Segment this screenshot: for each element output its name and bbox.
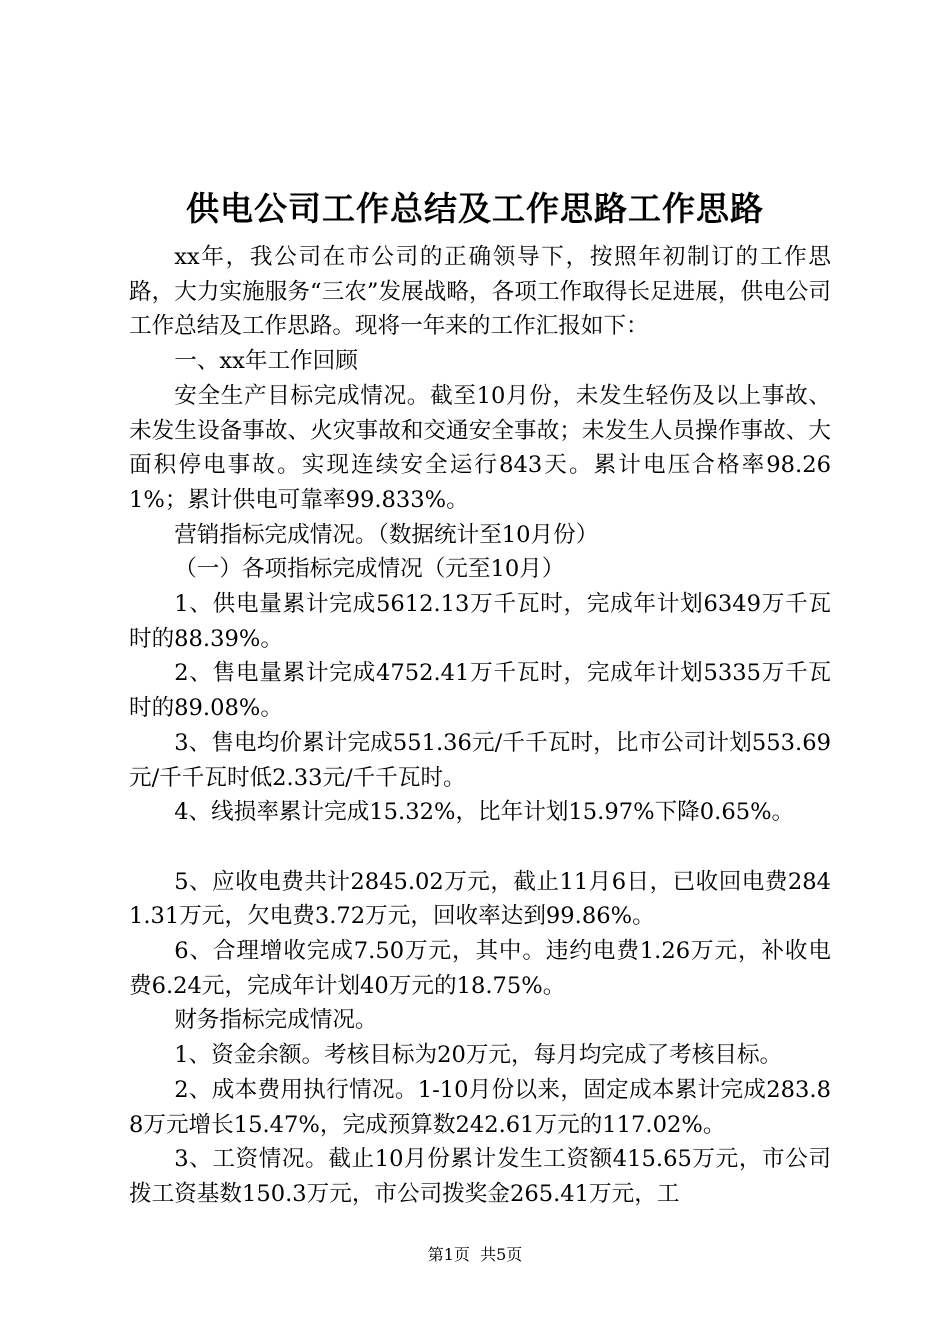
document-title: 供电公司工作总结及工作思路工作思路	[186, 189, 764, 228]
list-item: 2、成本费用执行情况。1-10月份以来，固定成本累计完成283.88万元增长15.47%，完成预算数242.61万元的117.02%。	[129, 1076, 831, 1138]
intro-paragraph: xx年，我公司在市公司的正确领导下，按照年初制订的工作思路，大力实施服务“三农”发展战略，各项工作取得长足进展，供电公司工作总结及工作思路。现将一年来的工作汇报如下：	[129, 244, 831, 340]
safety-paragraph: 安全生产目标完成情况。截至10月份，未发生轻伤及以上事故、未发生设备事故、火灾事故和交通安全事故；未发生人员操作事故、大面积停电事故。实现连续安全运行843天。累计电压合格率98.261%；累计供电可靠率99.833%。	[129, 382, 831, 513]
list-item: 1、资金余额。考核目标为20万元，每月均完成了考核目标。	[174, 1042, 783, 1069]
section-heading-review: 一、xx年工作回顾	[174, 348, 358, 375]
page-number: 第1页 共5页	[427, 1245, 523, 1264]
list-item: 2、售电量累计完成4752.41万千瓦时，完成年计划5335万千瓦时的89.08%。	[129, 660, 831, 722]
blank-line	[129, 830, 831, 865]
finance-heading: 财务指标完成情况。	[174, 1007, 378, 1034]
list-item: 5、应收电费共计2845.02万元，截止11月6日，已收回电费2841.31万元，欠电费3.72万元，回收率达到99.86%。	[129, 868, 831, 930]
indicators-subheading: （一）各项指标完成情况（元至10月）	[174, 556, 565, 583]
page-footer	[0, 1244, 950, 1266]
list-item: 4、线损率累计完成15.32%，比年计划15.97%下降0.65%。	[174, 799, 795, 826]
document-body	[129, 240, 831, 1212]
marketing-heading: 营销指标完成情况。（数据统计至10月份）	[174, 521, 599, 548]
list-item: 1、供电量累计完成5612.13万千瓦时，完成年计划6349万千瓦时的88.39%。	[129, 591, 831, 652]
list-item: 3、售电均价累计完成551.36元/千千瓦时，比市公司计划553.69元/千千瓦时低2.33元/千千瓦时。	[129, 729, 831, 791]
list-item: 6、合理增收完成7.50万元，其中。违约电费1.26万元，补收电费6.24元，完成年计划40万元的18.75%。	[129, 938, 831, 999]
list-item: 3、工资情况。截止10月份累计发生工资额415.65万元，市公司拨工资基数150.3万元，市公司拨奖金265.41万元，工	[129, 1146, 831, 1207]
